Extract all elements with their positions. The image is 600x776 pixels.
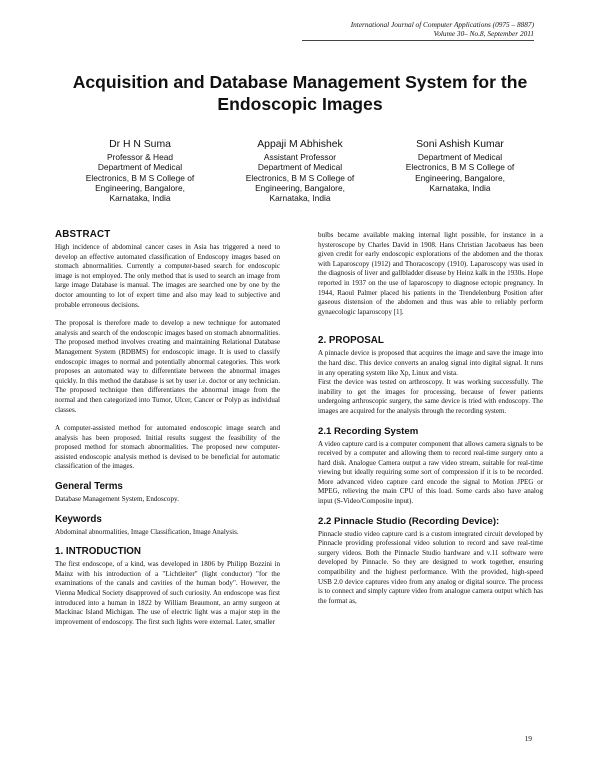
author-1 (60, 138, 220, 203)
author-affiliation-line: Electronics, B M S College of (245, 172, 355, 183)
author-affiliation-line: Engineering, Bangalore, (95, 182, 185, 193)
pinnacle-studio-heading: 2.2 Pinnacle Studio (Recording Device): (318, 515, 500, 527)
introduction-heading: 1. INTRODUCTION (55, 546, 141, 558)
keywords-heading: Keywords (55, 513, 102, 525)
recording-system-heading: 2.1 Recording System (318, 425, 419, 437)
introduction-paragraph: The first endoscope, of a kind, was developed in 1806 by Philipp Bozzini in Mainz with his introduction of a "Lichtleiter" (light conductor) "for the examinations of the canals and cavities of the human body". However, the Vienna Medical Society disapproved of such curiosity. An endoscope was first introduced into a human in 1822 by William Beaumont, an army surgeon at Mackinac Island Michigan. The use of electric light was a major step in the improvement of endoscopy. The first such lights were external. Later, smaller (55, 560, 280, 626)
recording-system-paragraph: A video capture card is a computer component that allows camera signals to be received by a computer and allowing them to record real-time surgery onto a hard disk. Analogue Camera output a raw video stream, suitable for real-time viewing but ideally requiring some sort of compression if it is to be recorded. More advanced video capture card encode the signal to Motion JPEG or MPEG, relieving the main CPU of this load. Some cards also have analog input (S-Video/Composite input). (318, 439, 543, 506)
author-affiliation-line: Engineering, Bangalore, (255, 182, 345, 193)
left-column (55, 229, 280, 627)
paper-title: Acquisition and Database Management System for the Endoscopic Images (72, 72, 528, 114)
proposal-heading: 2. PROPOSAL (318, 335, 384, 347)
author-affiliation-line: Department of Medical (97, 162, 183, 173)
author-affiliation-line: Engineering, Bangalore, (415, 172, 505, 183)
general-terms-text: Database Management System, Endoscopy. (55, 495, 179, 504)
abstract-paragraph: High incidence of abdominal cancer cases in Asia has triggered a need to develop an effective automated classification of Endoscopy images based on stomach abnormalities. Currently a computer-based search for endoscopic image is not employed. The only method that is used to search an image from large image Database is manual. The images are searched one by one by the doctor amounting to lot of expert time and also may lead to subjective and probable erroneous decisions. (55, 243, 280, 309)
author-3 (380, 138, 540, 203)
pinnacle-studio-paragraph: Pinnacle studio video capture card is a custom integrated circuit developed by Pinnacle providing professional video solution to record and save real-time surgery videos. Both the Pinnacle Studio hardware and v.11 software were developed by Pinnacle. So they are designed to work together, ensuring compatibility and the highest performance. With the provided, high-speed USB 2.0 device captures video from any analog or digital source. The process is to connect and simply capture video from analogue camera output which has the format as, (318, 529, 543, 605)
author-name: Dr H N Suma (109, 139, 171, 150)
abstract-paragraph: A computer-assisted method for automated endoscopic image search and analysis has been proposed. Initial results suggest the feasibility of the proposed method for stomach abnormalities. The proposed new computer-assisted endoscopic analysis method is devised to be beneficial for automatic classification of the images. (55, 424, 280, 471)
proposal-paragraph: A pinnacle device is proposed that acquires the image and save the image into the hard disc. This device converts an analog signal into digital signal. It runs in any operating system like Xp, Linux and vista. (318, 349, 543, 377)
journal-name: International Journal of Computer Applications (0975 – 8887) (350, 20, 534, 29)
author-affiliation-line: Assistant Professor (263, 152, 337, 162)
keywords-text: Abdominal abnormalities, Image Classification, Image Analysis. (55, 527, 239, 536)
abstract-paragraph: The proposal is therefore made to develop a new technique for automated analysis and search of the endoscopic images based on stomach abnormalities. The proposed method involves creating and maintaining Relational Database Management System (RDBMS) for endoscopic image. It is used to classify endoscopic images to normal and potentially abnormal categories. This work proposes an automated way to differentiate between the abnormal images quickly. In this method the database is set by user i.e. doctor or any technician. The proposed technique then differentiates the abnormal image from the normal and then categorized into Tumor, Ulcer, Cancer or Polyp as individual classes. (55, 319, 280, 414)
general-terms-heading: General Terms (55, 481, 123, 493)
author-affiliation-line: Karnataka, India (429, 182, 491, 193)
right-column (318, 231, 543, 606)
author-affiliation-line: Karnataka, India (269, 193, 331, 204)
author-affiliation-line: Electronics, B M S College of (405, 162, 515, 173)
journal-volume: Volume 30– No.8, September 2011 (433, 29, 534, 39)
abstract-heading: ABSTRACT (55, 229, 111, 240)
author-affiliation-line: Electronics, B M S College of (85, 172, 195, 183)
author-affiliation-line: Department of Medical (257, 162, 343, 173)
journal-header (302, 20, 534, 41)
author-affiliation-line: Professor & Head (106, 152, 174, 162)
author-name: Soni Ashish Kumar (416, 139, 504, 150)
author-block (60, 138, 540, 203)
proposal-paragraph: First the device was tested on arthroscopy. It was working successfully. The inability to get the images for processing, because of fewer patients undergoing arthroscopic surgery, the same device is tried with endoscopy. The images are acquired for the analysis through the recording system. (318, 378, 543, 415)
page-number: 19 (524, 734, 532, 743)
author-affiliation-line: Department of Medical (417, 152, 503, 162)
header-rule (302, 40, 534, 41)
author-2 (220, 138, 380, 203)
author-affiliation-line: Karnataka, India (109, 193, 171, 204)
author-name: Appaji M Abhishek (257, 139, 343, 150)
introduction-continued-paragraph: bulbs became available making internal light possible, for instance in a hysteroscope by Charles David in 1908. Hans Christian Jacobaeus has been given credit for early endoscopic explorations of the abdomen and the thorax with Laparoscopy (1912) and Thoracoscopy (1910). Laparoscopy was used in the diagnosis of liver and gallbladder disease by Heinz kalk in the 1930s. Hope reported in 1937 on the use of laparoscopy to diagnose ectopic pregnancy. In 1944, Raoul Palmer placed his patients in the Trendelenburg Position after gaseous distension of the abdomen and thus was able to reliably perform gynaecologic laparoscopy [1]. (318, 231, 543, 316)
